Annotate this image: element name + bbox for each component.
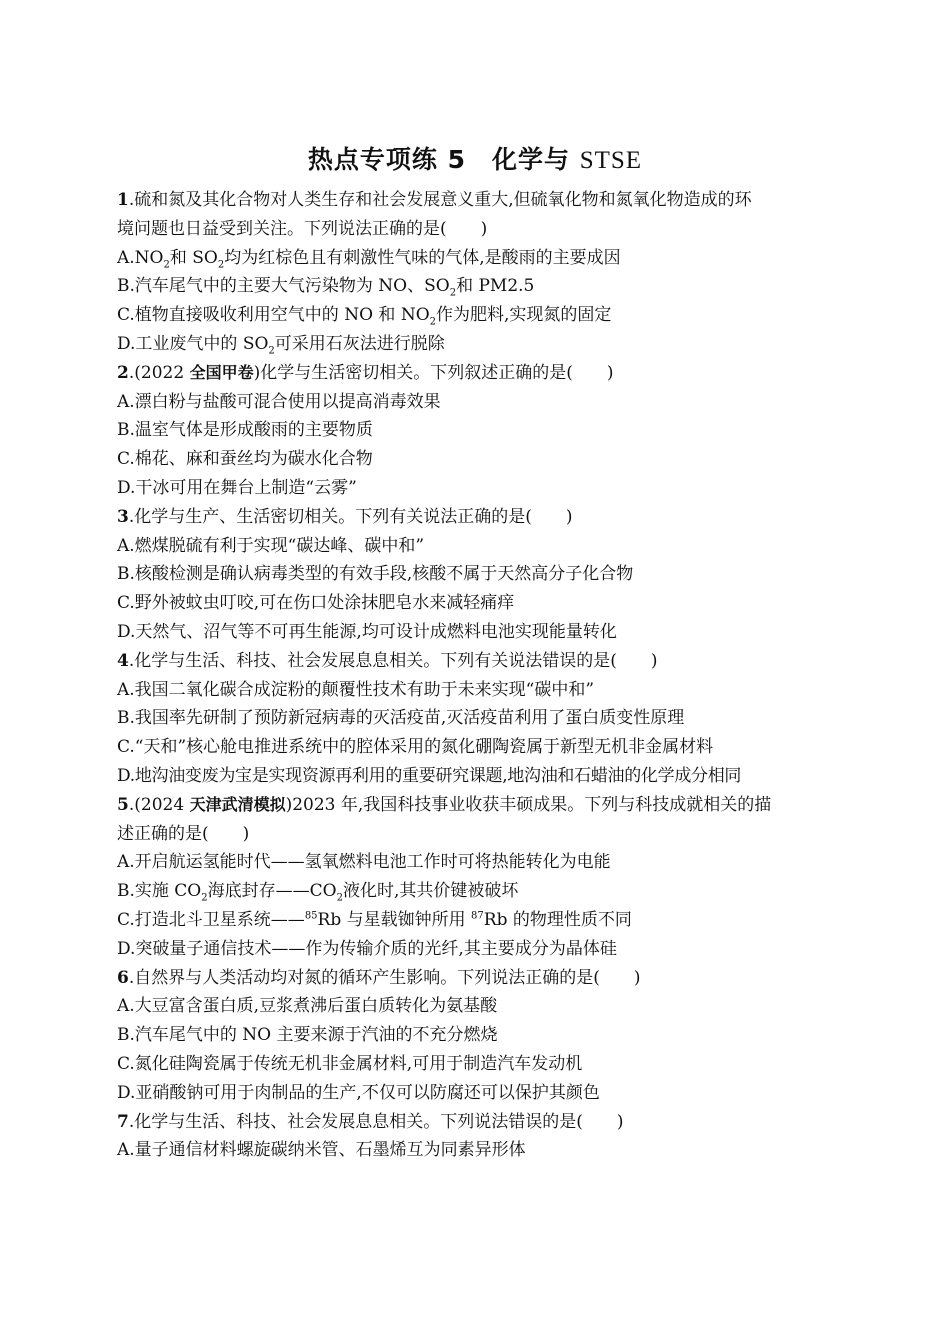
option-a: A.量子通信材料螺旋碳纳米管、石墨烯互为同素异形体 [117, 1140, 526, 1161]
option-a: A.燃煤脱硫有利于实现“碳达峰、碳中和” [117, 535, 425, 556]
text: 作为肥料,实现氮的固定 [436, 305, 612, 326]
text: C.植物直接吸收利用空气中的 NO 和 NO [117, 305, 430, 326]
option-b: B.汽车尾气中的 NO 主要来源于汽油的不充分燃烧 [117, 1025, 498, 1046]
question-number: 6 [117, 967, 129, 988]
subscript: 2 [268, 345, 275, 357]
title-text: 热点专项练 5 化学与 [307, 145, 580, 174]
question-4-stem [117, 647, 832, 676]
title-latin: STSE [579, 147, 643, 174]
option-c [117, 301, 832, 330]
question-1-stem-cont [117, 215, 832, 244]
superscript: 85 [304, 910, 318, 922]
text: B.汽车尾气中的主要大气污染物为 NO、SO [117, 276, 450, 297]
text: B.实施 CO [117, 881, 202, 902]
text: A.NO [117, 247, 164, 268]
subscript: 2 [429, 316, 437, 328]
text: .(2022 [128, 362, 190, 383]
option-d: D.地沟油变废为宝是实现资源再利用的重要研究课题,地沟油和石蜡油的化学成分相同 [117, 765, 742, 786]
question-number: 1 [117, 190, 129, 210]
stem-text: .自然界与人类活动均对氮的循环产生影响。下列说法正确的是( ) [128, 967, 641, 988]
page-title [0, 140, 950, 176]
question-3-stem [117, 503, 832, 532]
option-b: B.我国率先研制了预防新冠病毒的灭活疫苗,灭活疫苗利用了蛋白质变性原理 [117, 708, 685, 729]
option-d [117, 330, 832, 359]
question-1-stem [117, 186, 832, 215]
stem-text: 境问题也日益受到关注。下列说法正确的是( ) [117, 218, 488, 239]
option-a: A.漂白粉与盐酸可混合使用以提高消毒效果 [117, 391, 441, 412]
question-5-stem-cont [117, 820, 832, 849]
stem-text: .化学与生产、生活密切相关。下列有关说法正确的是( ) [128, 506, 573, 527]
question-number: 3 [117, 506, 129, 527]
option-d: D.突破量子通信技术——作为传输介质的光纤,其主要成分为晶体硅 [117, 938, 617, 959]
option-a: A.开启航运氢能时代——氢氧燃料电池工作时可将热能转化为电能 [117, 852, 611, 873]
option-d: D.干冰可用在舞台上制造“云雾” [117, 477, 357, 498]
text: 液化时,其共价键被破坏 [342, 881, 519, 902]
text: 和 PM2.5 [456, 276, 535, 297]
option-c: C.棉花、麻和蚕丝均为碳水化合物 [117, 449, 373, 470]
subscript: 2 [163, 258, 170, 270]
subscript: 2 [217, 258, 225, 270]
stem-text: )2023 年,我国科技事业收获丰硕成果。下列与科技成就相关的描 [285, 794, 772, 815]
superscript: 87 [471, 910, 484, 922]
option-c: C.“天和”核心舱电推进系统中的腔体采用的氮化硼陶瓷属于新型无机非金属材料 [117, 737, 714, 758]
option-a: A.我国二氧化碳合成淀粉的颠覆性技术有助于未来实现“碳中和” [117, 679, 595, 700]
text: .(2024 [128, 794, 190, 815]
option-d: D.天然气、沼气等不可再生能源,均可设计成燃料电池实现能量转化 [117, 621, 617, 642]
option-b: B.温室气体是形成酸雨的主要物质 [117, 420, 373, 441]
question-number: 7 [117, 1111, 129, 1132]
stem-text: )化学与生活密切相关。下列叙述正确的是( ) [253, 362, 614, 383]
source-label: 天津武清模拟 [189, 794, 286, 814]
stem-text: .化学与生活、科技、社会发展息息相关。下列说法错误的是( ) [128, 1111, 624, 1132]
option-a: A.大豆富含蛋白质,豆浆煮沸后蛋白质转化为氨基酸 [117, 996, 498, 1017]
question-2-stem [117, 359, 832, 388]
question-list [117, 186, 832, 1165]
stem-text: .硫和氮及其化合物对人类生存和社会发展意义重大,但硫氧化物和氮氧化物造成的环 [128, 190, 752, 210]
text: 可采用石灰法进行脱除 [274, 333, 445, 354]
question-number: 5 [117, 794, 129, 815]
text: D.工业废气中的 SO [117, 333, 269, 354]
text: Rb 的物理性质不同 [483, 909, 632, 930]
stem-text: .化学与生活、科技、社会发展息息相关。下列有关说法错误的是( ) [128, 650, 658, 671]
text: C.打造北斗卫星系统—— [117, 909, 305, 930]
question-number: 4 [117, 650, 129, 671]
subscript: 2 [449, 287, 457, 299]
option-b: B.核酸检测是确认病毒类型的有效手段,核酸不属于天然高分子化合物 [117, 564, 634, 585]
subscript: 2 [201, 892, 208, 904]
question-number: 2 [117, 362, 129, 383]
option-b [117, 877, 832, 906]
option-c: C.氮化硅陶瓷属于传统无机非金属材料,可用于制造汽车发动机 [117, 1053, 583, 1074]
text: 和 SO [169, 247, 218, 268]
text: 海底封存——CO [207, 881, 337, 902]
stem-text: 述正确的是( ) [117, 823, 250, 844]
subscript: 2 [336, 892, 343, 904]
option-a [117, 244, 832, 273]
question-7-stem [117, 1108, 832, 1137]
option-c: C.野外被蚊虫叮咬,可在伤口处涂抹肥皂水来减轻痛痒 [117, 593, 515, 614]
question-6-stem [117, 964, 832, 993]
text: 均为红棕色且有刺激性气味的气体,是酸雨的主要成因 [224, 247, 621, 268]
option-b [117, 272, 832, 301]
text: Rb 与星载铷钟所用 [317, 909, 472, 930]
option-d: D.亚硝酸钠可用于肉制品的生产,不仅可以防腐还可以保护其颜色 [117, 1082, 600, 1103]
question-5-stem [117, 791, 832, 820]
option-c [117, 906, 832, 935]
source-label: 全国甲卷 [189, 362, 254, 382]
